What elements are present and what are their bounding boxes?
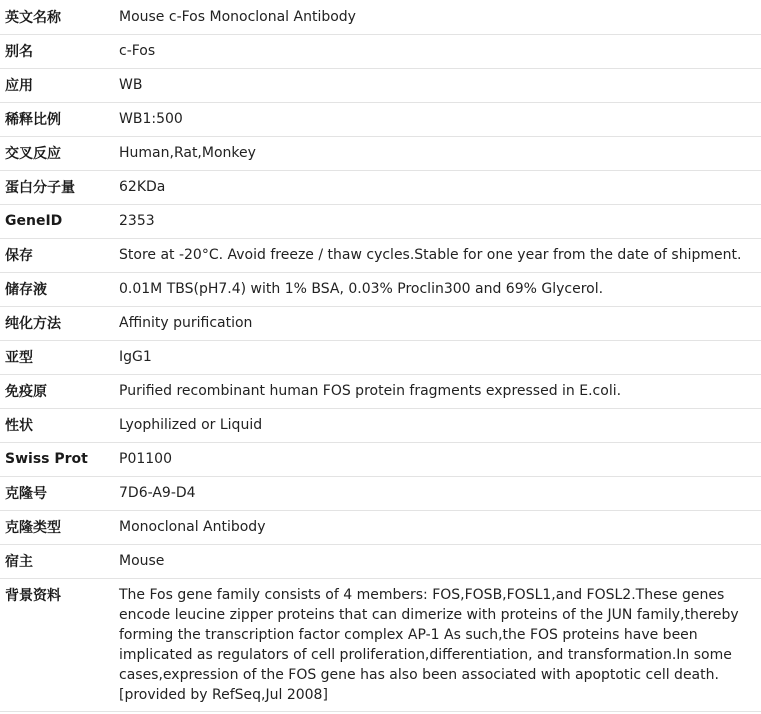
row-clonality [0,510,761,544]
row-value: IgG1 [119,349,152,365]
row-label: 别名 [5,44,33,60]
row-host [0,544,761,578]
row-value: Mouse [119,553,165,569]
row-value: Monoclonal Antibody [119,519,266,535]
row-value: Purified recombinant human FOS protein fragments expressed in E.coli. [119,383,622,399]
row-value: Human,Rat,Monkey [119,145,256,161]
row-molecular-weight [0,170,761,204]
row-form [0,408,761,442]
row-value: WB1:500 [119,111,183,127]
row-value: Mouse c-Fos Monoclonal Antibody [119,8,356,25]
row-label: 应用 [5,78,33,94]
row-label: 蛋白分子量 [5,180,75,196]
row-storage [0,238,761,272]
row-alias [0,34,761,68]
row-label: 稀释比例 [5,112,61,128]
row-clone-number [0,476,761,510]
row-label: 交叉反应 [5,146,61,162]
row-label: 性状 [5,418,33,434]
row-gene-id [0,204,761,238]
row-value: Lyophilized or Liquid [119,417,263,433]
row-label: 克隆类型 [5,520,61,536]
row-application [0,68,761,102]
row-cross-reactivity [0,136,761,170]
row-label: 亚型 [5,350,33,366]
row-buffer [0,272,761,306]
row-value: P01100 [119,451,172,467]
row-english-name [0,0,761,34]
row-label: 免疫原 [5,384,47,400]
row-background [0,578,761,711]
row-label: 克隆号 [5,486,47,502]
row-value: Store at -20°C. Avoid freeze / thaw cycles.Stable for one year from the date of shipment. [119,247,742,263]
row-value: WB [119,77,143,93]
row-label: Swiss Prot [5,451,88,467]
row-label: 背景资料 [5,587,61,604]
row-value: c-Fos [119,43,156,59]
row-value: 0.01M TBS(pH7.4) with 1% BSA, 0.03% Proclin300 and 69% Glycerol. [119,281,604,297]
row-swiss-prot [0,442,761,476]
row-value: Affinity purification [119,315,253,331]
row-label: 纯化方法 [5,316,61,332]
row-value: 2353 [119,213,155,229]
row-label: 宿主 [5,554,33,570]
row-dilution [0,102,761,136]
row-isotype [0,340,761,374]
row-label: 保存 [5,248,33,264]
row-label: 储存液 [5,282,47,298]
row-value: The Fos gene family consists of 4 members: FOS,FOSB,FOSL1,and FOSL2.These genes encode leucine zipper proteins that can dimerize with proteins of the JUN family,thereby forming the transcription factor complex AP-1 As such,the FOS proteins have been implicated as regulators of cell proliferation,differentiation, and transformation.In some cases,expression of the FOS gene has also been associated with apoptotic cell death.[provided by RefSeq,Jul 2008] [119,586,739,703]
row-value: 7D6-A9-D4 [119,485,196,501]
row-immunogen [0,374,761,408]
row-label: GeneID [5,213,63,229]
row-value: 62KDa [119,179,166,195]
row-purification [0,306,761,340]
row-label: 英文名称 [5,9,61,26]
